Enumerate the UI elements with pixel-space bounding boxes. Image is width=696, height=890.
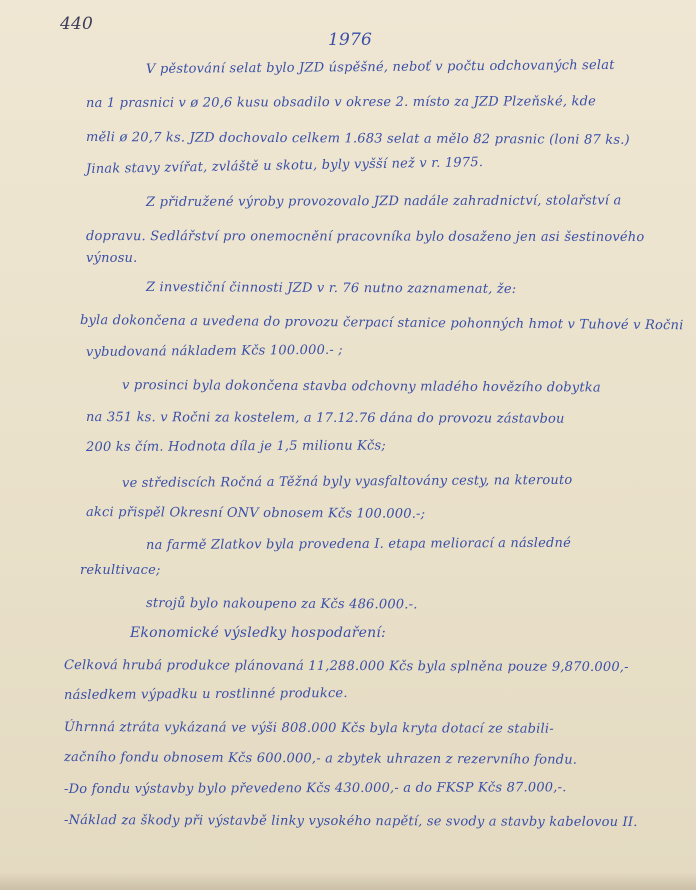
section-heading: Ekonomické výsledky hospodaření: (130, 625, 386, 641)
text-line: Z investiční činnosti JZD v r. 76 nutno zaznamenat, že: (145, 280, 517, 297)
text-line: rekultivace; (80, 563, 161, 578)
text-line: -Do fondu výstavby bylo převedeno Kčs 430.000,- a do FKSP Kčs 87.000,-. (63, 780, 567, 797)
text-line: Celková hrubá produkce plánovaná 11,288.000 Kčs byla splněna pouze 9,870.000,- (63, 658, 629, 675)
text-line: na 1 prasnici v ø 20,6 kusu obsadilo v okrese 2. místo za JZD Plzeňské, kde (85, 94, 597, 111)
text-line: Úhrnná ztráta vykázaná ve výši 808.000 Kčs byla kryta dotací ze stabili- (63, 720, 554, 737)
text-line: měli ø 20,7 ks. JZD dochovalo celkem 1.683 selat a mělo 82 prasnic (loni 87 ks.) (85, 130, 630, 148)
text-line: na 351 ks. v Ročni za kostelem, a 17.12.76 dána do provozu zástavbou (85, 410, 565, 427)
text-line: V pěstování selat bylo JZD úspěšné, neboť v počtu odchovaných selat (145, 57, 615, 77)
text-line: 200 ks čím. Hodnota díla je 1,5 milionu Kčs; (85, 438, 387, 455)
text-line: v prosinci byla dokončena stavba odchovny mladého hovězího dobytka (121, 378, 601, 396)
text-line: následkem výpadku u rostlinné produkce. (63, 686, 348, 703)
text-line: Jinak stavy zvířat, zvláště u skotu, byly vyšší než v r. 1975. (85, 155, 484, 177)
text-line: strojů bylo nakoupeno za Kčs 486.000.-. (145, 596, 418, 613)
text-line: výnosu. (86, 251, 138, 266)
text-line: byla dokončena a uvedena do provozu čerpací stanice pohonných hmot v Tuhové v Ročni (79, 313, 684, 334)
text-line: Z přidružené výroby provozovalo JZD nadále zahradnictví, stolařství a (145, 193, 622, 210)
text-line: ve střediscích Ročná a Těžná byly vyasfaltovány cesty, na kterouto (121, 472, 573, 491)
text-line: dopravu. Sedlářství pro onemocnění pracovníka bylo dosaženo jen asi šestinového (85, 229, 645, 245)
year-heading: 1976 (328, 30, 373, 50)
page-number: 440 (60, 14, 94, 34)
text-line: -Náklad za škody při výstavbě linky vysokého napětí, se svody a stavby kabelovou II. (63, 813, 638, 831)
text-line: začního fondu obnosem Kčs 600.000,- a zbytek uhrazen z rezervního fondu. (63, 750, 578, 768)
text-line: na farmě Zlatkov byla provedena I. etapa meliorací a následné (145, 535, 572, 553)
text-line: akci přispěl Okresní ONV obnosem Kčs 100.000.-; (85, 505, 426, 522)
text-line: vybudovaná nákladem Kčs 100.000.- ; (85, 342, 343, 360)
